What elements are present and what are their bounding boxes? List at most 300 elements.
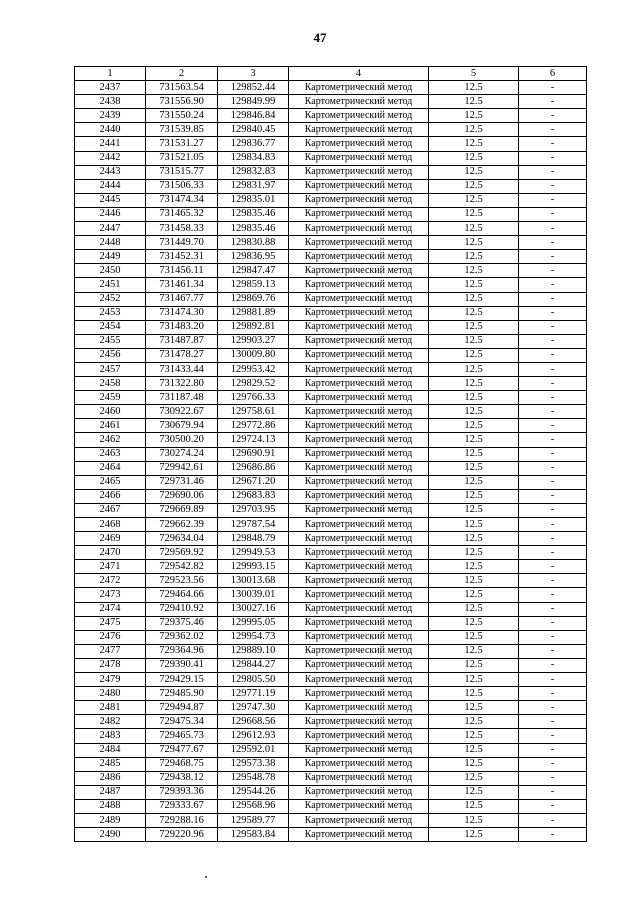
point-number-cell: 2444: [75, 179, 146, 193]
column-header-1: 1: [75, 67, 146, 81]
point-number-cell: 2480: [75, 687, 146, 701]
note-cell: -: [519, 813, 587, 827]
note-cell: -: [519, 785, 587, 799]
table-row: [75, 264, 587, 278]
point-number-cell: 2465: [75, 475, 146, 489]
method-cell: Картометрический метод: [289, 658, 429, 672]
method-cell: Картометрический метод: [289, 320, 429, 334]
y-coordinate-cell: 129835.46: [218, 222, 289, 236]
point-number-cell: 2472: [75, 574, 146, 588]
point-number-cell: 2470: [75, 546, 146, 560]
point-number-cell: 2452: [75, 292, 146, 306]
table-row: [75, 785, 587, 799]
x-coordinate-cell: 729690.06: [146, 489, 218, 503]
point-number-cell: 2468: [75, 518, 146, 532]
table-row: [75, 348, 587, 362]
accuracy-cell: 12.5: [429, 518, 519, 532]
method-cell: Картометрический метод: [289, 165, 429, 179]
y-coordinate-cell: 129993.15: [218, 560, 289, 574]
accuracy-cell: 12.5: [429, 588, 519, 602]
y-coordinate-cell: 129771.19: [218, 687, 289, 701]
table-row: [75, 503, 587, 517]
column-header-4: 4: [289, 67, 429, 81]
column-header-2: 2: [146, 67, 218, 81]
y-coordinate-cell: 129724.13: [218, 433, 289, 447]
y-coordinate-cell: 129758.61: [218, 405, 289, 419]
y-coordinate-cell: 129690.91: [218, 447, 289, 461]
x-coordinate-cell: 729364.96: [146, 644, 218, 658]
x-coordinate-cell: 731515.77: [146, 165, 218, 179]
note-cell: -: [519, 630, 587, 644]
note-cell: -: [519, 348, 587, 362]
note-cell: -: [519, 687, 587, 701]
table-row: [75, 574, 587, 588]
method-cell: Картометрический метод: [289, 461, 429, 475]
point-number-cell: 2485: [75, 757, 146, 771]
accuracy-cell: 12.5: [429, 828, 519, 842]
table-row: [75, 757, 587, 771]
note-cell: -: [519, 334, 587, 348]
y-coordinate-cell: 129683.83: [218, 489, 289, 503]
x-coordinate-cell: 729477.67: [146, 743, 218, 757]
y-coordinate-cell: 129573.38: [218, 757, 289, 771]
point-number-cell: 2490: [75, 828, 146, 842]
method-cell: Картометрический метод: [289, 264, 429, 278]
table-row: [75, 95, 587, 109]
table-row: [75, 673, 587, 687]
table-row: [75, 588, 587, 602]
accuracy-cell: 12.5: [429, 391, 519, 405]
method-cell: Картометрический метод: [289, 250, 429, 264]
point-number-cell: 2448: [75, 236, 146, 250]
note-cell: -: [519, 673, 587, 687]
accuracy-cell: 12.5: [429, 489, 519, 503]
method-cell: Картометрический метод: [289, 362, 429, 376]
table-row: [75, 518, 587, 532]
note-cell: -: [519, 264, 587, 278]
method-cell: Картометрический метод: [289, 630, 429, 644]
table-row: [75, 828, 587, 842]
y-coordinate-cell: 129830.88: [218, 236, 289, 250]
method-cell: Картометрический метод: [289, 757, 429, 771]
accuracy-cell: 12.5: [429, 405, 519, 419]
method-cell: Картометрический метод: [289, 588, 429, 602]
accuracy-cell: 12.5: [429, 546, 519, 560]
x-coordinate-cell: 731433.44: [146, 362, 218, 376]
accuracy-cell: 12.5: [429, 123, 519, 137]
accuracy-cell: 12.5: [429, 715, 519, 729]
method-cell: Картометрический метод: [289, 348, 429, 362]
x-coordinate-cell: 731449.70: [146, 236, 218, 250]
accuracy-cell: 12.5: [429, 560, 519, 574]
method-cell: Картометрический метод: [289, 701, 429, 715]
note-cell: -: [519, 475, 587, 489]
accuracy-cell: 12.5: [429, 447, 519, 461]
table-row: [75, 362, 587, 376]
note-cell: -: [519, 433, 587, 447]
note-cell: -: [519, 715, 587, 729]
note-cell: -: [519, 377, 587, 391]
accuracy-cell: 12.5: [429, 236, 519, 250]
table-row: [75, 475, 587, 489]
table-row: [75, 489, 587, 503]
x-coordinate-cell: 731521.05: [146, 151, 218, 165]
point-number-cell: 2437: [75, 81, 146, 95]
method-cell: Картометрический метод: [289, 687, 429, 701]
y-coordinate-cell: 129805.50: [218, 673, 289, 687]
accuracy-cell: 12.5: [429, 109, 519, 123]
coordinates-table: [74, 66, 587, 842]
note-cell: -: [519, 771, 587, 785]
method-cell: Картометрический метод: [289, 193, 429, 207]
point-number-cell: 2441: [75, 137, 146, 151]
y-coordinate-cell: 129995.05: [218, 616, 289, 630]
table-row: [75, 715, 587, 729]
point-number-cell: 2451: [75, 278, 146, 292]
method-cell: Картометрический метод: [289, 447, 429, 461]
table-row: [75, 165, 587, 179]
method-cell: Картометрический метод: [289, 306, 429, 320]
y-coordinate-cell: 129949.53: [218, 546, 289, 560]
point-number-cell: 2456: [75, 348, 146, 362]
note-cell: -: [519, 405, 587, 419]
x-coordinate-cell: 730274.24: [146, 447, 218, 461]
table-row: [75, 461, 587, 475]
point-number-cell: 2439: [75, 109, 146, 123]
point-number-cell: 2454: [75, 320, 146, 334]
table-row: [75, 334, 587, 348]
table-row: [75, 687, 587, 701]
accuracy-cell: 12.5: [429, 630, 519, 644]
point-number-cell: 2469: [75, 532, 146, 546]
note-cell: -: [519, 207, 587, 221]
accuracy-cell: 12.5: [429, 151, 519, 165]
table-row: [75, 306, 587, 320]
y-coordinate-cell: 129869.76: [218, 292, 289, 306]
point-number-cell: 2474: [75, 602, 146, 616]
note-cell: -: [519, 658, 587, 672]
table-row: [75, 391, 587, 405]
method-cell: Картометрический метод: [289, 560, 429, 574]
table-row: [75, 729, 587, 743]
table-row: [75, 630, 587, 644]
y-coordinate-cell: 129668.56: [218, 715, 289, 729]
accuracy-cell: 12.5: [429, 799, 519, 813]
point-number-cell: 2440: [75, 123, 146, 137]
table-body: [75, 81, 587, 842]
y-coordinate-cell: 129881.89: [218, 306, 289, 320]
table-row: [75, 433, 587, 447]
point-number-cell: 2450: [75, 264, 146, 278]
y-coordinate-cell: 129836.95: [218, 250, 289, 264]
point-number-cell: 2487: [75, 785, 146, 799]
method-cell: Картометрический метод: [289, 207, 429, 221]
note-cell: -: [519, 701, 587, 715]
accuracy-cell: 12.5: [429, 348, 519, 362]
method-cell: Картометрический метод: [289, 532, 429, 546]
table-row: [75, 236, 587, 250]
y-coordinate-cell: 129848.79: [218, 532, 289, 546]
point-number-cell: 2484: [75, 743, 146, 757]
y-coordinate-cell: 129954.73: [218, 630, 289, 644]
x-coordinate-cell: 729468.75: [146, 757, 218, 771]
accuracy-cell: 12.5: [429, 433, 519, 447]
table-row: [75, 377, 587, 391]
method-cell: Картометрический метод: [289, 828, 429, 842]
method-cell: Картометрический метод: [289, 574, 429, 588]
y-coordinate-cell: 129548.78: [218, 771, 289, 785]
note-cell: -: [519, 109, 587, 123]
table-row: [75, 799, 587, 813]
point-number-cell: 2464: [75, 461, 146, 475]
method-cell: Картометрический метод: [289, 771, 429, 785]
method-cell: Картометрический метод: [289, 673, 429, 687]
method-cell: Картометрический метод: [289, 391, 429, 405]
method-cell: Картометрический метод: [289, 95, 429, 109]
y-coordinate-cell: 129840.45: [218, 123, 289, 137]
column-header-5: 5: [429, 67, 519, 81]
point-number-cell: 2459: [75, 391, 146, 405]
method-cell: Картометрический метод: [289, 377, 429, 391]
x-coordinate-cell: 729220.96: [146, 828, 218, 842]
accuracy-cell: 12.5: [429, 222, 519, 236]
table-row: [75, 405, 587, 419]
point-number-cell: 2488: [75, 799, 146, 813]
x-coordinate-cell: 729485.90: [146, 687, 218, 701]
y-coordinate-cell: 129849.99: [218, 95, 289, 109]
note-cell: -: [519, 123, 587, 137]
y-coordinate-cell: 129835.01: [218, 193, 289, 207]
accuracy-cell: 12.5: [429, 574, 519, 588]
page-number: 47: [313, 30, 327, 45]
y-coordinate-cell: 129846.84: [218, 109, 289, 123]
y-coordinate-cell: 130009.80: [218, 348, 289, 362]
note-cell: -: [519, 757, 587, 771]
note-cell: -: [519, 828, 587, 842]
note-cell: -: [519, 250, 587, 264]
column-header-6: 6: [519, 67, 587, 81]
accuracy-cell: 12.5: [429, 193, 519, 207]
y-coordinate-cell: 129889.10: [218, 644, 289, 658]
x-coordinate-cell: 730679.94: [146, 419, 218, 433]
y-coordinate-cell: 129847.47: [218, 264, 289, 278]
point-number-cell: 2471: [75, 560, 146, 574]
table-row: [75, 771, 587, 785]
accuracy-cell: 12.5: [429, 757, 519, 771]
x-coordinate-cell: 729288.16: [146, 813, 218, 827]
method-cell: Картометрический метод: [289, 222, 429, 236]
table-row: [75, 81, 587, 95]
x-coordinate-cell: 729375.46: [146, 616, 218, 630]
x-coordinate-cell: 730922.67: [146, 405, 218, 419]
accuracy-cell: 12.5: [429, 334, 519, 348]
accuracy-cell: 12.5: [429, 616, 519, 630]
table-header: [75, 67, 587, 81]
note-cell: -: [519, 222, 587, 236]
note-cell: -: [519, 644, 587, 658]
y-coordinate-cell: 129589.77: [218, 813, 289, 827]
point-number-cell: 2461: [75, 419, 146, 433]
x-coordinate-cell: 729410.92: [146, 602, 218, 616]
note-cell: -: [519, 151, 587, 165]
x-coordinate-cell: 731487.87: [146, 334, 218, 348]
note-cell: -: [519, 560, 587, 574]
accuracy-cell: 12.5: [429, 278, 519, 292]
table-row: [75, 743, 587, 757]
x-coordinate-cell: 729475.34: [146, 715, 218, 729]
point-number-cell: 2457: [75, 362, 146, 376]
point-number-cell: 2463: [75, 447, 146, 461]
method-cell: Картометрический метод: [289, 278, 429, 292]
x-coordinate-cell: 731187.48: [146, 391, 218, 405]
table-row: [75, 616, 587, 630]
table-row: [75, 644, 587, 658]
note-cell: -: [519, 236, 587, 250]
x-coordinate-cell: 729542.82: [146, 560, 218, 574]
x-coordinate-cell: 729438.12: [146, 771, 218, 785]
y-coordinate-cell: 130039.01: [218, 588, 289, 602]
table-row: [75, 250, 587, 264]
note-cell: -: [519, 179, 587, 193]
note-cell: -: [519, 278, 587, 292]
table-row: [75, 123, 587, 137]
point-number-cell: 2442: [75, 151, 146, 165]
accuracy-cell: 12.5: [429, 207, 519, 221]
point-number-cell: 2449: [75, 250, 146, 264]
note-cell: -: [519, 799, 587, 813]
method-cell: Картометрический метод: [289, 503, 429, 517]
table-row: [75, 701, 587, 715]
y-coordinate-cell: 129892.81: [218, 320, 289, 334]
accuracy-cell: 12.5: [429, 658, 519, 672]
scan-speck: [205, 876, 207, 878]
accuracy-cell: 12.5: [429, 306, 519, 320]
accuracy-cell: 12.5: [429, 81, 519, 95]
accuracy-cell: 12.5: [429, 362, 519, 376]
accuracy-cell: 12.5: [429, 95, 519, 109]
x-coordinate-cell: 731474.30: [146, 306, 218, 320]
method-cell: Картометрический метод: [289, 602, 429, 616]
x-coordinate-cell: 729465.73: [146, 729, 218, 743]
y-coordinate-cell: 130013.68: [218, 574, 289, 588]
y-coordinate-cell: 129703.95: [218, 503, 289, 517]
x-coordinate-cell: 731467.77: [146, 292, 218, 306]
x-coordinate-cell: 731531.27: [146, 137, 218, 151]
x-coordinate-cell: 729464.66: [146, 588, 218, 602]
method-cell: Картометрический метод: [289, 334, 429, 348]
note-cell: -: [519, 306, 587, 320]
method-cell: Картометрический метод: [289, 405, 429, 419]
y-coordinate-cell: 130027.16: [218, 602, 289, 616]
y-coordinate-cell: 129844.27: [218, 658, 289, 672]
accuracy-cell: 12.5: [429, 602, 519, 616]
point-number-cell: 2467: [75, 503, 146, 517]
method-cell: Картометрический метод: [289, 137, 429, 151]
x-coordinate-cell: 731461.34: [146, 278, 218, 292]
y-coordinate-cell: 129835.46: [218, 207, 289, 221]
y-coordinate-cell: 129859.13: [218, 278, 289, 292]
accuracy-cell: 12.5: [429, 687, 519, 701]
y-coordinate-cell: 129686.86: [218, 461, 289, 475]
note-cell: -: [519, 489, 587, 503]
table-row: [75, 207, 587, 221]
point-number-cell: 2489: [75, 813, 146, 827]
accuracy-cell: 12.5: [429, 701, 519, 715]
point-number-cell: 2455: [75, 334, 146, 348]
method-cell: Картометрический метод: [289, 433, 429, 447]
note-cell: -: [519, 532, 587, 546]
method-cell: Картометрический метод: [289, 151, 429, 165]
table-row: [75, 193, 587, 207]
accuracy-cell: 12.5: [429, 461, 519, 475]
table-row: [75, 109, 587, 123]
accuracy-cell: 12.5: [429, 419, 519, 433]
method-cell: Картометрический метод: [289, 123, 429, 137]
note-cell: -: [519, 518, 587, 532]
method-cell: Картометрический метод: [289, 236, 429, 250]
note-cell: -: [519, 81, 587, 95]
x-coordinate-cell: 729494.87: [146, 701, 218, 715]
note-cell: -: [519, 165, 587, 179]
x-coordinate-cell: 729634.04: [146, 532, 218, 546]
table-row: [75, 532, 587, 546]
accuracy-cell: 12.5: [429, 250, 519, 264]
y-coordinate-cell: 129832.83: [218, 165, 289, 179]
y-coordinate-cell: 129772.86: [218, 419, 289, 433]
accuracy-cell: 12.5: [429, 729, 519, 743]
x-coordinate-cell: 729393.36: [146, 785, 218, 799]
y-coordinate-cell: 129903.27: [218, 334, 289, 348]
point-number-cell: 2460: [75, 405, 146, 419]
method-cell: Картометрический метод: [289, 644, 429, 658]
header-row: [75, 67, 587, 81]
x-coordinate-cell: 729662.39: [146, 518, 218, 532]
method-cell: Картометрический метод: [289, 799, 429, 813]
table-row: [75, 320, 587, 334]
note-cell: -: [519, 588, 587, 602]
x-coordinate-cell: 731506.33: [146, 179, 218, 193]
table-row: [75, 222, 587, 236]
point-number-cell: 2481: [75, 701, 146, 715]
x-coordinate-cell: 731452.31: [146, 250, 218, 264]
accuracy-cell: 12.5: [429, 673, 519, 687]
method-cell: Картометрический метод: [289, 743, 429, 757]
accuracy-cell: 12.5: [429, 165, 519, 179]
table-row: [75, 658, 587, 672]
accuracy-cell: 12.5: [429, 771, 519, 785]
x-coordinate-cell: 731563.54: [146, 81, 218, 95]
accuracy-cell: 12.5: [429, 292, 519, 306]
x-coordinate-cell: 731474.34: [146, 193, 218, 207]
y-coordinate-cell: 129583.84: [218, 828, 289, 842]
method-cell: Картометрический метод: [289, 813, 429, 827]
method-cell: Картометрический метод: [289, 729, 429, 743]
method-cell: Картометрический метод: [289, 489, 429, 503]
note-cell: -: [519, 95, 587, 109]
y-coordinate-cell: 129747.30: [218, 701, 289, 715]
y-coordinate-cell: 129544.26: [218, 785, 289, 799]
note-cell: -: [519, 743, 587, 757]
x-coordinate-cell: 729942.61: [146, 461, 218, 475]
y-coordinate-cell: 129829.52: [218, 377, 289, 391]
point-number-cell: 2483: [75, 729, 146, 743]
y-coordinate-cell: 129836.77: [218, 137, 289, 151]
point-number-cell: 2445: [75, 193, 146, 207]
point-number-cell: 2458: [75, 377, 146, 391]
table-row: [75, 179, 587, 193]
point-number-cell: 2447: [75, 222, 146, 236]
method-cell: Картометрический метод: [289, 292, 429, 306]
